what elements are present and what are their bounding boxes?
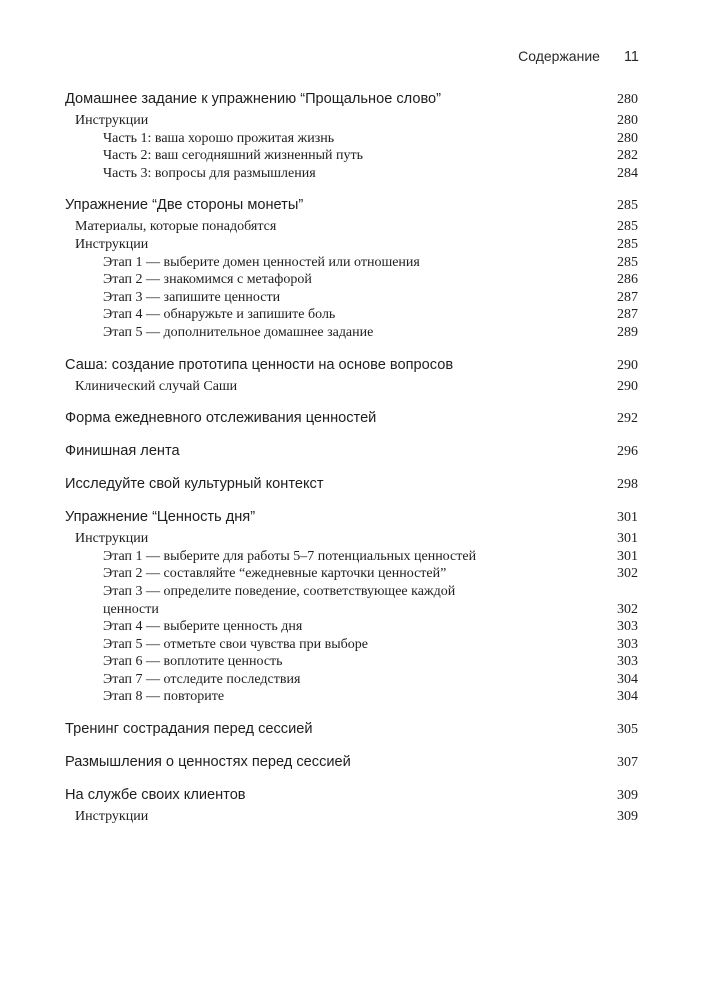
running-head [518,48,639,65]
toc-chapter-entry[interactable] [65,356,638,375]
toc-section [65,90,638,182]
toc-entry-title: Часть 3: вопросы для размышления [103,165,316,181]
toc-subsection-entry[interactable] [65,289,638,307]
toc-page-number: 307 [617,755,638,771]
toc-subsection-entry[interactable] [65,306,638,324]
toc-chapter-entry[interactable] [65,196,638,215]
toc-section-entry[interactable] [65,218,638,236]
toc-subsection-entry[interactable] [65,254,638,272]
toc-subsection-entry[interactable] [65,271,638,289]
toc-section [65,786,638,826]
toc-entry-title: Материалы, которые понадобятся [75,219,277,235]
toc-section [65,442,638,461]
toc-entry-title: Инструкции [75,531,149,547]
toc-chapter-title: Финишная лента [65,443,180,460]
running-head-page-number: 11 [623,49,639,65]
toc-page-number: 309 [617,809,638,825]
toc-entry-title: Этап 7 — отследите последствия [103,671,301,687]
toc-subsection-entry[interactable] [65,653,638,671]
toc-entry-title: Этап 5 — дополнительное домашнее задание [103,324,374,340]
toc-entry-title: Этап 2 — составляйте “ежедневные карточки ценностей” [103,566,447,582]
toc-page-number: 304 [617,671,638,687]
toc-entry-title: Инструкции [75,809,149,825]
toc-page-number: 296 [617,444,638,460]
toc-chapter-title: Саша: создание прототипа ценности на основе вопросов [65,356,454,373]
toc-page-number: 304 [617,689,638,705]
toc-page-number: 280 [617,130,638,146]
toc-entry-title-continued: ценности [103,601,159,617]
toc-subsection-entry[interactable] [65,130,638,148]
toc-section-entry[interactable] [65,808,638,826]
toc-section [65,475,638,494]
toc-subsection-entry[interactable] [65,324,638,342]
toc-chapter-entry[interactable] [65,409,638,428]
toc-page-number: 309 [617,788,638,804]
toc-entry-title: Клинический случай Саши [75,378,238,394]
toc-section [65,753,638,772]
toc-chapter-title: На службе своих клиентов [65,787,246,804]
toc-subsection-entry[interactable] [65,565,638,583]
toc-page-number: 280 [617,92,638,107]
toc-entry-title: Инструкции [75,236,149,252]
toc-page-number: 301 [617,531,638,547]
toc-entry-title: Инструкции [75,113,149,128]
toc-section [65,720,638,739]
toc-section-entry[interactable] [65,378,638,396]
toc-chapter-entry[interactable] [65,475,638,494]
running-head-title: Содержание [518,48,600,64]
toc-chapter-entry[interactable] [65,508,638,527]
toc-page-number: 303 [617,654,638,670]
toc-chapter-entry[interactable] [65,442,638,461]
toc-entry-title: Этап 1 — выберите домен ценностей или отношения [103,254,420,270]
toc-chapter-entry[interactable] [65,786,638,805]
toc-section [65,196,638,341]
toc-subsection-entry[interactable] [65,165,638,183]
toc-page-number: 280 [617,113,638,128]
toc-chapter-title: Домашнее задание к упражнению “Прощальное слово” [65,91,442,107]
toc-page-number: 284 [617,165,638,181]
toc-section [65,409,638,428]
toc-page-number: 282 [617,148,638,164]
toc-entry-title: Часть 1: ваша хорошо прожитая жизнь [103,130,335,146]
toc-section-entry[interactable] [65,530,638,548]
toc-entry-title: Часть 2: ваш сегодняшний жизненный путь [103,148,364,164]
toc-section [65,508,638,706]
toc-page-number: 290 [617,378,638,394]
toc-page-number: 301 [617,548,638,564]
toc-chapter-entry[interactable] [65,720,638,739]
toc-entry-title: Этап 2 — знакомимся с метафорой [103,272,312,288]
toc-chapter-title: Форма ежедневного отслеживания ценностей [65,410,377,427]
toc-entry-title: Этап 8 — повторите [103,689,225,705]
toc-subsection-entry[interactable] [65,583,638,618]
toc-page-number: 289 [617,324,638,340]
toc-entry-title: Этап 6 — воплотите ценность [103,654,283,670]
toc-section-entry[interactable] [65,112,638,130]
toc-chapter-title: Исследуйте свой культурный контекст [65,476,324,493]
toc-entry-title: Этап 4 — выберите ценность дня [103,619,303,635]
toc-chapter-title: Тренинг сострадания перед сессией [65,721,313,738]
toc-subsection-entry[interactable] [65,671,638,689]
toc-chapter-title: Упражнение “Две стороны монеты” [65,197,304,214]
toc-page-number: 285 [617,198,638,214]
toc-page-number: 302 [617,566,638,582]
toc-entry-title: Этап 5 — отметьте свои чувства при выборе [103,636,368,652]
toc-page-number: 285 [617,236,638,252]
toc-page-number: 303 [617,619,638,635]
toc-chapter-entry[interactable] [65,753,638,772]
toc-page-number: 290 [617,357,638,373]
toc-section-entry[interactable] [65,236,638,254]
toc-subsection-entry[interactable] [65,636,638,654]
toc-page-number: 287 [617,307,638,323]
toc-entry-title: Этап 3 — запишите ценности [103,289,281,305]
toc-subsection-entry[interactable] [65,147,638,165]
toc-page-number: 303 [617,636,638,652]
toc-subsection-entry[interactable] [65,688,638,706]
toc-chapter-entry[interactable] [65,90,638,109]
toc-page-number: 285 [617,254,638,270]
toc-page-number: 301 [617,510,638,526]
toc-section [65,356,638,396]
toc-entry-title: Этап 1 — выберите для работы 5–7 потенциальных ценностей [103,548,477,564]
toc-page-number: 305 [617,722,638,738]
toc-entry-title: Этап 3 — определите поведение, соответствующее каждой [103,583,456,599]
toc-page-number: 287 [617,289,638,305]
toc-page-number: 285 [617,219,638,235]
toc-chapter-title: Упражнение “Ценность дня” [65,509,256,526]
toc-page-number: 298 [617,477,638,493]
toc-page-number: 286 [617,272,638,288]
toc-page-number: 302 [617,601,638,617]
toc-subsection-entry[interactable] [65,548,638,566]
toc-page-number: 292 [617,411,638,427]
toc-entry-title: Этап 4 — обнаружьте и запишите боль [103,307,336,323]
toc-chapter-title: Размышления о ценностях перед сессией [65,754,351,771]
table-of-contents [65,90,638,840]
toc-subsection-entry[interactable] [65,618,638,636]
